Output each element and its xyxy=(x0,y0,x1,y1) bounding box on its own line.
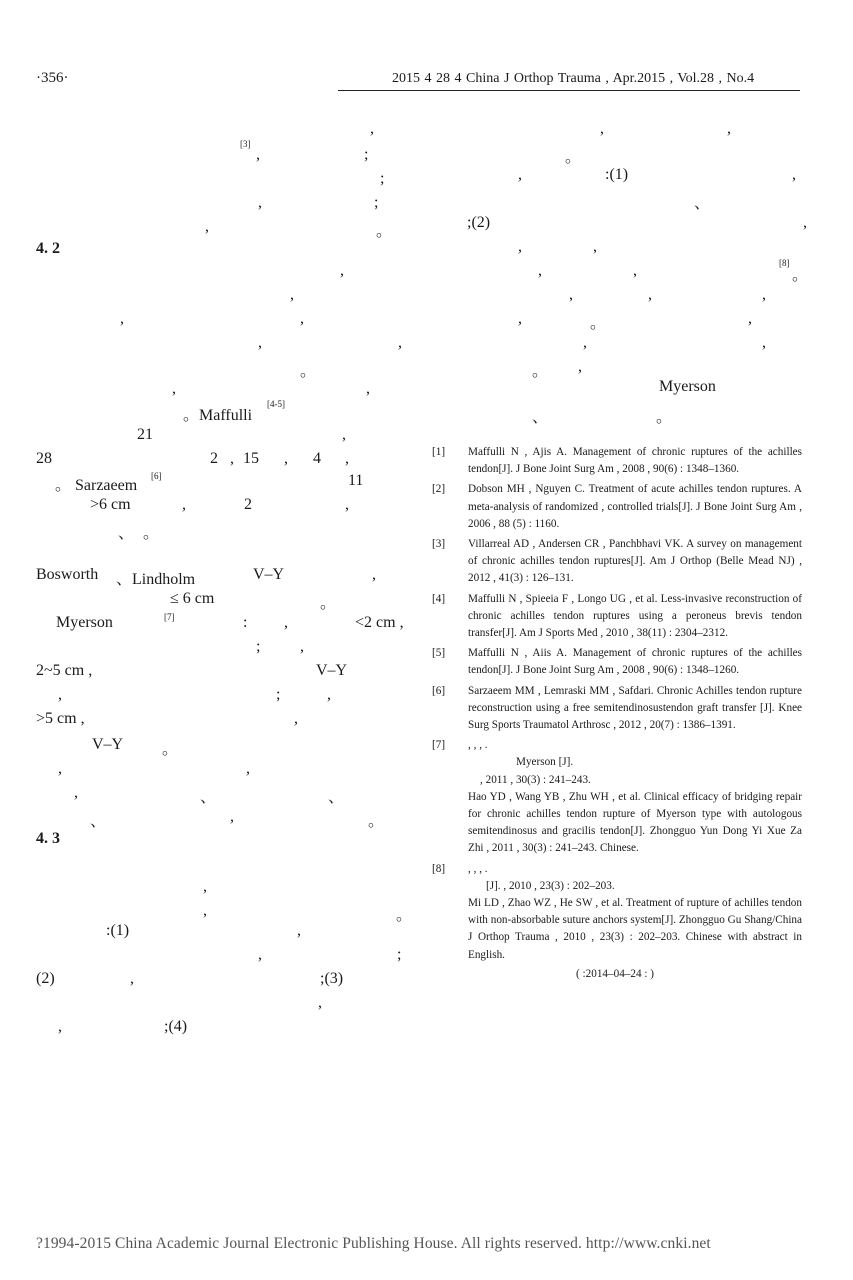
text-fragment: , xyxy=(284,614,288,631)
text-fragment: , xyxy=(340,262,344,279)
text-fragment: , xyxy=(583,334,587,351)
text-fragment: , xyxy=(284,450,288,467)
text-fragment: 。 xyxy=(143,525,160,542)
text-fragment: , xyxy=(518,310,522,327)
text-fragment: :(1) xyxy=(106,922,130,939)
text-fragment: , xyxy=(294,710,298,727)
text-fragment: , xyxy=(748,310,752,327)
text-fragment: ; xyxy=(364,146,369,163)
text-fragment: V–Y xyxy=(92,736,124,753)
text-fragment: >5 cm , xyxy=(36,710,85,727)
text-fragment: , xyxy=(578,358,582,375)
text-fragment: Bosworth xyxy=(36,566,99,583)
text-fragment: 2 xyxy=(210,450,218,467)
reference-english: Mi LD , Zhao WZ , He SW , et al. Treatment of rupture of achilles tendon with non-absorbable suture anchors system[J]. Zhongguo Gu Shang/China J Orthop Trauma , 2010 , 23(3) : 202–203. Chinese with abstract in English. xyxy=(468,897,802,961)
text-fragment: , xyxy=(58,686,62,703)
citation: [6] xyxy=(151,471,162,481)
text-fragment: , xyxy=(300,310,304,327)
text-fragment: 28 xyxy=(36,450,52,467)
text-fragment: Myerson xyxy=(659,378,716,395)
text-fragment: 21 xyxy=(137,426,153,443)
received-date: ( :2014–04–24 : ) xyxy=(576,967,654,980)
text-fragment: , xyxy=(727,120,731,137)
section-heading-4-2: 4. 2 xyxy=(36,240,60,257)
reference-number: [3] xyxy=(432,538,446,551)
text-fragment: , xyxy=(300,638,304,655)
reference-number: [1] xyxy=(432,446,446,458)
text-fragment: , xyxy=(327,686,331,703)
reference-line: Myerson [J]. xyxy=(516,756,574,769)
reference-text: Maffulli N , Ajis A. Management of chronic ruptures of the achilles tendon[J]. J Bone Joint Surg Am , 2008 , 90(6) : 1348–1360. xyxy=(468,446,802,476)
text-fragment: , xyxy=(792,166,796,183)
text-fragment: , xyxy=(290,286,294,303)
text-fragment: , xyxy=(58,1018,62,1035)
text-fragment: 。 xyxy=(656,409,673,426)
text-fragment: ; xyxy=(256,638,261,655)
text-fragment: 15 xyxy=(243,450,259,467)
text-fragment: 2 xyxy=(244,496,252,513)
text-fragment: ; xyxy=(397,946,402,963)
text-fragment: , xyxy=(246,760,250,777)
text-fragment: 、 xyxy=(694,195,711,212)
text-fragment: 、 xyxy=(532,409,549,426)
reference-item xyxy=(432,444,802,478)
reference-number: [2] xyxy=(432,483,446,496)
reference-number: [7] xyxy=(432,739,446,752)
text-fragment: 。 xyxy=(162,741,179,758)
text-fragment: ;(3) xyxy=(320,970,344,987)
text-fragment: , xyxy=(230,450,234,467)
reference-item xyxy=(432,591,802,643)
text-fragment: , xyxy=(518,166,522,183)
text-fragment: , xyxy=(58,760,62,777)
reference-text: , , , . xyxy=(468,862,488,875)
text-fragment: , xyxy=(593,238,597,255)
text-fragment: , xyxy=(633,262,637,279)
text-fragment: V–Y xyxy=(316,662,348,679)
text-fragment: 、Lindholm xyxy=(116,571,196,588)
text-fragment: , xyxy=(172,380,176,397)
reference-number: [6] xyxy=(432,684,446,697)
text-fragment: : xyxy=(243,614,248,631)
text-fragment: 4 xyxy=(313,450,321,467)
text-fragment: 2~5 cm , xyxy=(36,662,93,679)
text-fragment: 11 xyxy=(348,472,364,489)
text-fragment: Myerson xyxy=(56,614,113,631)
text-fragment: , xyxy=(205,218,209,235)
text-fragment: , xyxy=(372,566,376,583)
reference-text: Dobson MH , Nguyen C. Treatment of acute achilles tendon ruptures. A meta-analysis of randomized , controlled trials[J]. J Bone Joint Surg Am , 2006 , 88 (5) : 1160. xyxy=(468,483,802,530)
text-fragment: , xyxy=(120,310,124,327)
text-fragment: 。 xyxy=(396,907,413,924)
reference-number: [8] xyxy=(432,862,446,875)
text-fragment: 。Maffulli xyxy=(183,407,253,424)
text-fragment: , xyxy=(370,120,374,137)
citation: [3] xyxy=(240,139,251,149)
reference-text: Maffulli N , Spieeia F , Longo UG , et al. Less-invasive reconstruction of chronic achilles tendon ruptures using a peroneus brevis tendon transfer[J]. Am J Sports Med , 2010 , 38(11) : 2304–2312. xyxy=(468,592,802,640)
reference-item xyxy=(432,481,802,533)
text-fragment: 。 xyxy=(565,149,582,166)
text-fragment: 、 xyxy=(200,789,217,806)
reference-line: [J]. , 2010 , 23(3) : 202–203. xyxy=(486,879,615,892)
text-fragment: 、 xyxy=(118,525,135,542)
text-fragment: , xyxy=(342,426,346,443)
reference-item xyxy=(432,536,802,588)
reference-text: , , , . xyxy=(468,739,488,752)
text-fragment: ≤ 6 cm xyxy=(170,590,215,607)
citation: [7] xyxy=(164,612,175,622)
citation: [8] xyxy=(779,258,790,268)
text-fragment: :(1) xyxy=(605,166,629,183)
copyright-footer: ?1994-2015 China Academic Journal Electronic Publishing House. All rights reserved. http://www.cnki.net xyxy=(36,1235,711,1252)
text-fragment: 。 xyxy=(300,363,317,380)
text-fragment: <2 cm , xyxy=(355,614,404,631)
text-fragment: 。 xyxy=(376,223,393,240)
citation: [4-5] xyxy=(267,399,285,409)
text-fragment: , xyxy=(182,496,186,513)
reference-item xyxy=(432,737,802,754)
page-number: ·356· xyxy=(36,70,69,86)
text-fragment: , xyxy=(538,262,542,279)
reference-english: Hao YD , Wang YB , Zhu WH , et al. Clinical efficacy of bridging repair for chronic achilles tendon rupture of Myerson type with autologous semitendinosus and gracilis tendon[J]. Zhongguo Yun Dong Yi Xue Za Zhi , 2011 , 30(3) : 241–243. Chinese. xyxy=(468,790,802,855)
text-fragment: , xyxy=(256,146,260,163)
text-fragment: ; xyxy=(374,194,379,211)
text-fragment: , xyxy=(258,194,262,211)
reference-number: [4] xyxy=(432,592,446,605)
text-fragment: ; xyxy=(276,686,281,703)
reference-item xyxy=(432,861,802,878)
text-fragment: V–Y xyxy=(253,566,285,583)
text-fragment: , xyxy=(600,120,604,137)
text-fragment: , xyxy=(762,334,766,351)
text-fragment: , xyxy=(297,922,301,939)
text-fragment: , xyxy=(258,946,262,963)
text-fragment: ; xyxy=(380,170,385,187)
text-fragment: ;(4) xyxy=(164,1018,188,1035)
text-fragment: , xyxy=(230,808,234,825)
reference-number: [5] xyxy=(432,647,446,660)
reference-text: Maffulli N , Aiis A. Management of chronic ruptures of the achilles tendon[J]. J Bone Joint Surg Am , 2008 , 90(6) : 1348–1260. xyxy=(468,647,802,677)
text-fragment: >6 cm xyxy=(90,496,131,513)
header-rule xyxy=(338,90,800,91)
text-fragment: 。 xyxy=(792,267,809,284)
text-fragment: (2) xyxy=(36,970,55,987)
text-fragment: 、 xyxy=(90,813,107,830)
section-heading-4-3: 4. 3 xyxy=(36,830,60,847)
text-fragment: , xyxy=(366,380,370,397)
text-fragment: , xyxy=(569,286,573,303)
reference-item xyxy=(432,683,802,735)
text-fragment: ;(2) xyxy=(467,214,491,231)
reference-item xyxy=(432,645,802,679)
text-fragment: , xyxy=(258,334,262,351)
running-head: 2015 4 28 4 China J Orthop Trauma , Apr.2015 , Vol.28 , No.4 xyxy=(392,71,755,86)
text-fragment: 。 xyxy=(532,363,549,380)
text-fragment: , xyxy=(203,902,207,919)
text-fragment: , xyxy=(345,496,349,513)
text-fragment: 。 xyxy=(368,813,385,830)
text-fragment: 。 xyxy=(320,595,337,612)
text-fragment: , xyxy=(345,450,349,467)
text-fragment: , xyxy=(203,878,207,895)
text-fragment: , xyxy=(318,994,322,1011)
reference-list xyxy=(432,444,802,983)
text-fragment: 。 xyxy=(590,315,607,332)
reference-line: , 2011 , 30(3) : 241–243. xyxy=(480,773,591,786)
reference-text: Sarzaeem MM , Lemraski MM , Safdari. Chronic Achilles tendon rupture reconstruction using a free semitendinosustendon graft transfer [J]. Knee Surg Sports Traumatol Arthrosc , 2012 , 20(7) : 1386–1391. xyxy=(468,684,802,732)
text-fragment: , xyxy=(398,334,402,351)
text-fragment: , xyxy=(130,970,134,987)
text-fragment: , xyxy=(803,214,807,231)
text-fragment: 。 Sarzaeem xyxy=(55,477,138,494)
text-fragment: , xyxy=(74,784,78,801)
text-fragment: , xyxy=(648,286,652,303)
text-fragment: 、 xyxy=(328,789,345,806)
reference-text: Villarreal AD , Andersen CR , Panchbhavi VK. A survey on management of chronic achilles tendon ruptures[J]. Am J Orthop (Belle Mead NJ) , 2012 , 41(3) : 126–131. xyxy=(468,538,802,585)
text-fragment: , xyxy=(518,238,522,255)
text-fragment: , xyxy=(762,286,766,303)
